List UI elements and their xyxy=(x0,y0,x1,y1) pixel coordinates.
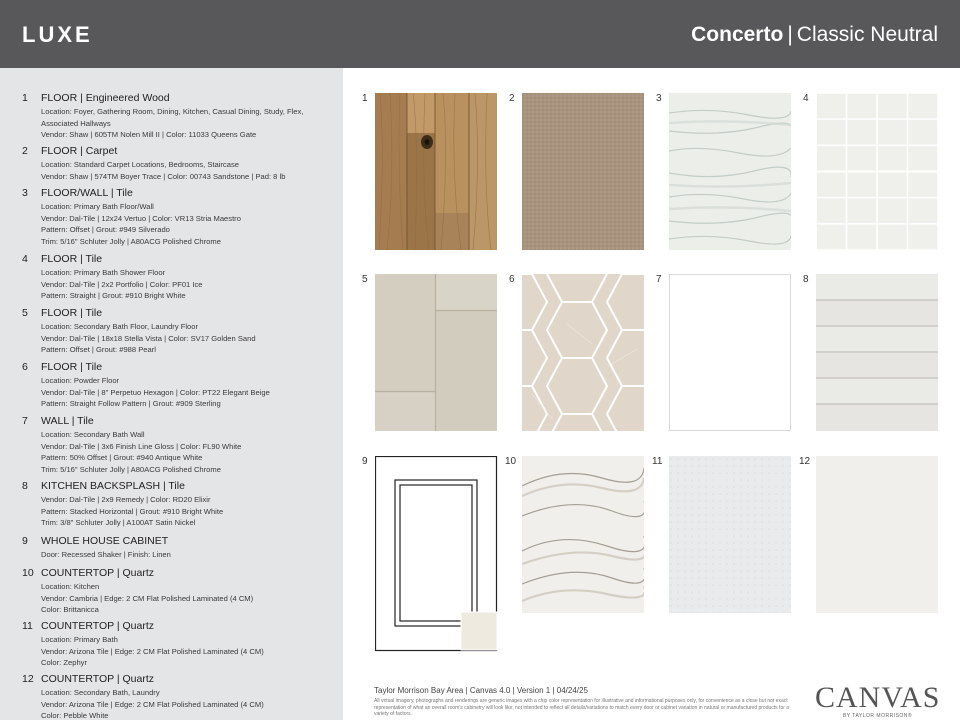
selection-number: 5 xyxy=(22,307,28,319)
selection-details xyxy=(41,634,336,669)
collection-separator: | xyxy=(787,23,793,46)
swatch-white-gloss-tile[interactable] xyxy=(669,274,791,431)
selection-detail-line: Vendor: Shaw | 574TM Boyer Trace | Color: 00743 Sandstone | Pad: 8 lb xyxy=(41,171,286,181)
swatch-stella-vista-tile[interactable] xyxy=(375,274,497,431)
swatch-shaker-cabinet-door[interactable] xyxy=(375,456,497,652)
selection-number: 4 xyxy=(22,253,28,265)
selection-detail-line: Trim: 5/16" Schluter Jolly | A80ACG Polished Chrome xyxy=(41,236,221,246)
swatch-mosaic-tile[interactable] xyxy=(816,93,938,250)
selection-detail-line: Location: Primary Bath Shower Floor xyxy=(41,268,166,277)
selection-number: 11 xyxy=(22,620,33,632)
swatch-number: 3 xyxy=(656,93,662,104)
selection-detail-line: Trim: 5/16" Schluter Jolly | A80ACG Polished Chrome xyxy=(41,464,221,474)
selection-detail-line: Color: Zephyr xyxy=(41,658,88,668)
selection-detail-line: Pattern: Straight | Grout: #910 Bright White xyxy=(41,291,186,301)
selection-title: WHOLE HOUSE CABINET xyxy=(41,535,169,547)
selection-detail-line: Trim: 3/8" Schluter Jolly | A100AT Satin Nickel xyxy=(41,518,196,528)
selection-number: 2 xyxy=(22,145,28,157)
selection-title: FLOOR | Carpet xyxy=(41,145,118,157)
selection-details xyxy=(41,375,336,410)
selection-number: 10 xyxy=(22,567,34,579)
swatch-number: 4 xyxy=(803,93,809,104)
selection-title: KITCHEN BACKSPLASH | Tile xyxy=(41,480,185,492)
selection-title: FLOOR | Tile xyxy=(41,307,103,319)
selection-detail-line: Vendor: Dal-Tile | 18x18 Stella Vista | Color: SV17 Golden Sand xyxy=(41,333,256,343)
swatch-carpet[interactable] xyxy=(522,93,644,250)
selection-title: COUNTERTOP | Quartz xyxy=(41,620,155,632)
selection-number: 3 xyxy=(22,187,28,199)
swatch-number: 7 xyxy=(656,274,662,285)
selection-detail-line: Pattern: 50% Offset | Grout: #940 Antique White xyxy=(41,453,203,463)
swatch-stria-tile[interactable] xyxy=(669,93,791,250)
swatch-number: 12 xyxy=(799,456,811,467)
selection-detail-line: Pattern: Stacked Horizontal | Grout: #910 Bright White xyxy=(41,506,224,516)
selection-details xyxy=(41,201,336,247)
selection-detail-line: Location: Foyer, Gathering Room, Dining, Kitchen, Casual Dining, Study, Flex, Associated Hallways xyxy=(41,107,304,128)
selection-list xyxy=(0,68,343,720)
selection-title: FLOOR | Engineered Wood xyxy=(41,92,170,104)
selection-detail-line: Vendor: Dal-Tile | 2x2 Portfolio | Color: PF01 Ice xyxy=(41,279,203,289)
canvas-logo xyxy=(815,683,940,720)
selection-detail-line: Location: Powder Floor xyxy=(41,376,120,385)
selection-detail-line: Location: Secondary Bath, Laundry xyxy=(41,688,160,697)
footer-version-line: Taylor Morrison Bay Area | Canvas 4.0 | Version 1 | 04/24/25 xyxy=(374,686,588,695)
swatch-number: 9 xyxy=(362,456,368,467)
selection-detail-line: Vendor: Dal-Tile | 2x9 Remedy | Color: RD20 Elixir xyxy=(41,495,211,504)
swatch-number: 8 xyxy=(803,274,809,285)
selection-detail-line: Pattern: Offset | Grout: #949 Silverado xyxy=(41,225,170,235)
swatch-number: 5 xyxy=(362,274,368,285)
selection-detail-line: Location: Kitchen xyxy=(41,582,100,591)
swatch-grid xyxy=(343,68,960,720)
selection-detail-line: Location: Primary Bath Floor/Wall xyxy=(41,202,154,211)
selection-detail-line: Pattern: Offset | Grout: #988 Pearl xyxy=(41,345,156,355)
selection-number: 12 xyxy=(22,673,34,685)
swatch-pebble-white-quartz[interactable] xyxy=(816,456,938,613)
header-bar xyxy=(0,0,960,68)
swatch-number: 11 xyxy=(652,456,663,467)
selection-details xyxy=(41,687,336,720)
logo-subtitle: BY TAYLOR MORRISON® xyxy=(842,713,913,719)
selection-detail-line: Door: Recessed Shaker | Finish: Linen xyxy=(41,550,171,559)
selection-detail-line: Vendor: Dal-Tile | 3x6 Finish Line Gloss | Color: FL90 White xyxy=(41,441,242,451)
selection-detail-line: Location: Secondary Bath Wall xyxy=(41,430,145,439)
selection-title: FLOOR | Tile xyxy=(41,253,103,265)
brand-title: LUXE xyxy=(22,22,93,47)
selection-details xyxy=(41,321,336,356)
selection-number: 8 xyxy=(22,480,28,492)
selection-detail-line: Location: Standard Carpet Locations, Bedrooms, Staircase xyxy=(41,160,239,169)
selection-details xyxy=(41,581,336,616)
footer-disclaimer: All virtual imagery, photographs and renderings are generic images with a chip color representation for illustrative and informational purposes only, for convenience as a close but not exact representation of what an overall room's cabinetry will look like; not intended to reflect all details/variations to match every door or cabinet variation in natural or manufactured products for a variety of factors. xyxy=(374,698,790,717)
selection-number: 1 xyxy=(22,92,28,104)
selection-detail-line: Color: Brittanicca xyxy=(41,605,99,615)
selection-detail-line: Location: Secondary Bath Floor, Laundry Floor xyxy=(41,322,199,331)
selection-details xyxy=(41,429,336,475)
swatch-number: 10 xyxy=(505,456,517,467)
swatch-engineered-wood[interactable] xyxy=(375,93,497,250)
selection-details xyxy=(41,549,336,561)
selection-detail-line: Pattern: Straight Follow Pattern | Grout: #909 Sterling xyxy=(41,399,221,409)
swatch-number: 2 xyxy=(509,93,515,104)
selection-title: COUNTERTOP | Quartz xyxy=(41,567,155,579)
swatch-number: 6 xyxy=(509,274,515,285)
selection-number: 6 xyxy=(22,361,28,373)
selection-detail-line: Vendor: Arizona Tile | Edge: 2 CM Flat Polished Laminated (4 CM) xyxy=(41,699,264,709)
selection-number: 7 xyxy=(22,415,28,427)
selection-details xyxy=(41,494,336,529)
collection-name: Concerto xyxy=(691,23,784,46)
logo-name: CANVAS xyxy=(815,681,941,714)
selection-details xyxy=(41,159,336,182)
selection-detail-line: Vendor: Cambria | Edge: 2 CM Flat Polished Laminated (4 CM) xyxy=(41,593,254,603)
selection-details xyxy=(41,267,336,302)
selection-detail-line: Color: Pebble White xyxy=(41,711,109,720)
swatch-remedy-backsplash[interactable] xyxy=(816,274,938,431)
selection-detail-line: Vendor: Dal-Tile | 8" Perpetuo Hexagon | Color: PT22 Elegant Beige xyxy=(41,387,270,397)
swatch-number: 1 xyxy=(362,93,368,104)
selection-title: COUNTERTOP | Quartz xyxy=(41,673,155,685)
selection-title: FLOOR/WALL | Tile xyxy=(41,187,133,199)
swatch-zephyr-quartz[interactable] xyxy=(669,456,791,613)
swatch-brittanicca-quartz[interactable] xyxy=(522,456,644,613)
swatch-hexagon-tile[interactable] xyxy=(522,274,644,431)
selection-title: FLOOR | Tile xyxy=(41,361,103,373)
collection-title xyxy=(691,23,938,47)
footer xyxy=(374,686,804,718)
selection-number: 9 xyxy=(22,535,28,547)
selection-detail-line: Vendor: Shaw | 605TM Nolen Mill II | Color: 11033 Queens Gate xyxy=(41,130,257,140)
collection-style: Classic Neutral xyxy=(796,23,938,46)
selection-detail-line: Location: Primary Bath xyxy=(41,635,118,644)
selection-detail-line: Vendor: Dal-Tile | 12x24 Vertuo | Color: VR13 Stria Maestro xyxy=(41,213,241,223)
selection-details xyxy=(41,106,336,141)
selection-detail-line: Vendor: Arizona Tile | Edge: 2 CM Flat Polished Laminated (4 CM) xyxy=(41,646,264,656)
selection-title: WALL | Tile xyxy=(41,415,94,427)
